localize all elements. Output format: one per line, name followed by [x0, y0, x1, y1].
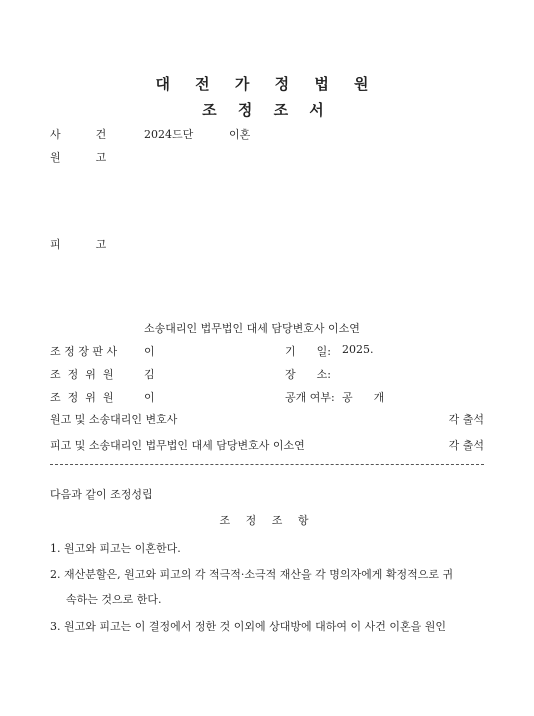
date-label: 기 일: [285, 345, 331, 358]
document-title: 조 정 조 서 [202, 101, 332, 119]
member1-label: 조 정 위 원 [50, 368, 114, 381]
public-value: 공 개 [342, 391, 385, 404]
clause-item: 2. 재산분할은, 원고와 피고의 각 적극적·소극적 재산을 각 명의자에게 확정적으로 귀 [50, 568, 454, 581]
place-label: 장 소: [285, 368, 331, 381]
chair-label: 조 정 장 판 사 [50, 345, 118, 358]
clause-item: 1. 원고와 피고는 이혼한다. [50, 542, 181, 555]
settlement-result: 다음과 같이 조정성립 [50, 488, 153, 501]
chair-name: 이 [144, 345, 155, 358]
case-label: 사 건 [50, 128, 107, 141]
defendant-label: 피 고 [50, 238, 107, 251]
member1-name: 김 [144, 368, 155, 381]
plaintiff-label: 원 고 [50, 151, 107, 164]
member2-name: 이 [144, 391, 155, 404]
section-divider [50, 464, 484, 465]
defendant-attendance: 피고 및 소송대리인 법무법인 대세 담당변호사 이소연 [50, 439, 305, 452]
clause-item-continuation: 속하는 것으로 한다. [66, 593, 162, 606]
court-name: 대 전 가 정 법 원 [155, 75, 379, 93]
defendant-counsel: 소송대리인 법무법인 대세 담당변호사 이소연 [144, 322, 360, 335]
case-name: 이혼 [229, 128, 251, 141]
case-number: 2024드단 [144, 128, 194, 141]
date-value: 2025. [342, 343, 374, 356]
public-label: 공개 여부: [285, 391, 335, 404]
plaintiff-attendance-status: 각 출석 [448, 413, 484, 426]
defendant-attendance-status: 각 출석 [448, 439, 484, 452]
member2-label: 조 정 위 원 [50, 391, 114, 404]
clauses-title: 조 정 조 항 [219, 514, 315, 527]
clause-item: 3. 원고와 피고는 이 결정에서 정한 것 이외에 상대방에 대하여 이 사건 이혼을 원인 [50, 620, 446, 633]
plaintiff-attendance: 원고 및 소송대리인 변호사 [50, 413, 178, 426]
